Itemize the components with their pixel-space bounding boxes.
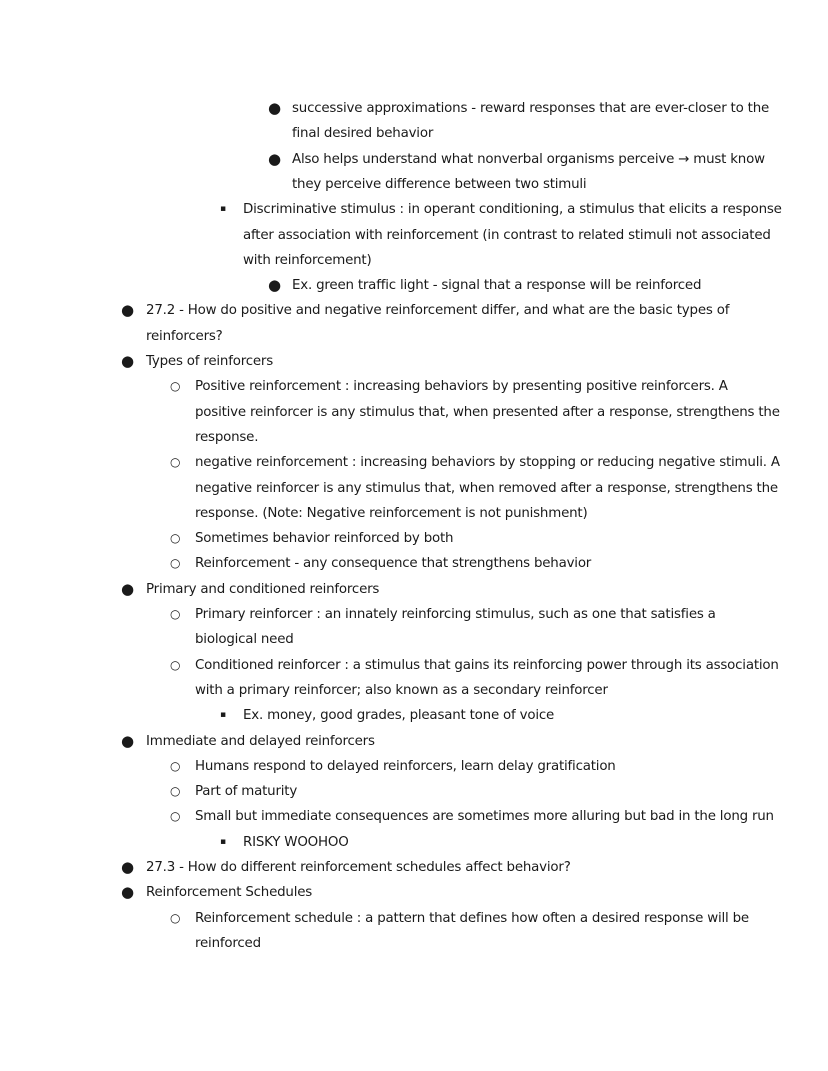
bullet-square-icon: ▪ (220, 836, 227, 847)
bullet-filled-icon: ● (121, 301, 135, 320)
bullet-hollow-icon: ○ (170, 809, 181, 824)
note-line: Primary and conditioned reinforcers (146, 581, 380, 597)
bullet-filled-icon: ● (268, 149, 282, 168)
bullet-filled-icon: ● (121, 731, 135, 750)
bullet-hollow-icon: ○ (170, 556, 181, 571)
note-line: Also helps understand what nonverbal organisms perceive → must know (292, 151, 765, 167)
bullet-filled-icon: ● (121, 352, 135, 370)
note-line: successive approximations - reward responses that are ever-closer to the (292, 101, 770, 116)
note-line: after association with reinforcement (in contrast to related stimuli not associated (243, 227, 771, 243)
note-line: Discriminative stimulus : in operant conditioning, a stimulus that elicits a response (243, 202, 782, 218)
note-line: Reinforcement Schedules (146, 885, 313, 901)
bullet-hollow-icon: ○ (170, 607, 181, 621)
note-line: RISKY WOOHOO (243, 834, 349, 850)
note-line: Ex. green traffic light - signal that a response will be reinforced (292, 278, 702, 294)
note-line: Part of maturity (195, 784, 298, 800)
note-line: 27.2 - How do positive and negative reinforcement differ, and what are the basic types of (146, 303, 730, 319)
note-line: Conditioned reinforcer : a stimulus that gains its reinforcing power through its association (195, 657, 779, 673)
note-line: Ex. money, good grades, pleasant tone of voice (243, 708, 555, 724)
note-line: reinforced (195, 935, 261, 951)
note-line: Positive reinforcement : increasing behaviors by presenting positive reinforcers. A (195, 379, 728, 395)
note-line: final desired behavior (292, 126, 434, 142)
note-line: biological need (195, 632, 294, 648)
note-line: 27.3 - How do different reinforcement schedules affect behavior? (146, 860, 571, 875)
bullet-hollow-icon: ○ (170, 910, 181, 925)
note-line: they perceive difference between two stimuli (292, 176, 587, 192)
bullet-hollow-icon: ○ (170, 657, 181, 672)
bullet-filled-icon: ● (121, 858, 135, 876)
bullet-hollow-icon: ○ (170, 379, 181, 394)
note-line: Immediate and delayed reinforcers (146, 733, 375, 749)
note-line: Types of reinforcers (146, 354, 274, 369)
note-line: with a primary reinforcer; also known as a secondary reinforcer (195, 682, 608, 698)
bullet-hollow-icon: ○ (170, 758, 181, 773)
note-line: negative reinforcement : increasing behaviors by stopping or reducing negative stimuli. A (195, 455, 780, 471)
bullet-square-icon: ▪ (220, 710, 227, 721)
note-line: reinforcers? (146, 328, 223, 344)
note-line: positive reinforcer is any stimulus that, when presented after a response, strengthens the (195, 404, 780, 420)
bullet-hollow-icon: ○ (170, 784, 181, 799)
bullet-filled-icon: ● (268, 99, 282, 117)
note-line: Sometimes behavior reinforced by both (195, 531, 454, 547)
note-line: Small but immediate consequences are sometimes more alluring but bad in the long run (195, 809, 774, 825)
note-line: negative reinforcer is any stimulus that, when removed after a response, strengthens the (195, 480, 778, 496)
bullet-hollow-icon: ○ (170, 455, 181, 470)
bullet-square-icon: ▪ (220, 204, 227, 215)
note-line: response. (195, 429, 259, 445)
note-line: Reinforcement schedule : a pattern that defines how often a desired response will be (195, 910, 749, 926)
bullet-filled-icon: ● (121, 579, 135, 598)
note-line: response. (Note: Negative reinforcement is not punishment) (195, 505, 588, 521)
note-line: with reinforcement) (243, 252, 372, 268)
bullet-filled-icon: ● (121, 883, 135, 902)
note-line: Primary reinforcer : an innately reinforcing stimulus, such as one that satisfies a (195, 607, 716, 622)
bullet-filled-icon: ● (268, 276, 282, 295)
note-line: Humans respond to delayed reinforcers, learn delay gratification (195, 758, 616, 774)
note-line: Reinforcement - any consequence that strengthens behavior (195, 556, 592, 572)
bullet-hollow-icon: ○ (170, 531, 181, 546)
